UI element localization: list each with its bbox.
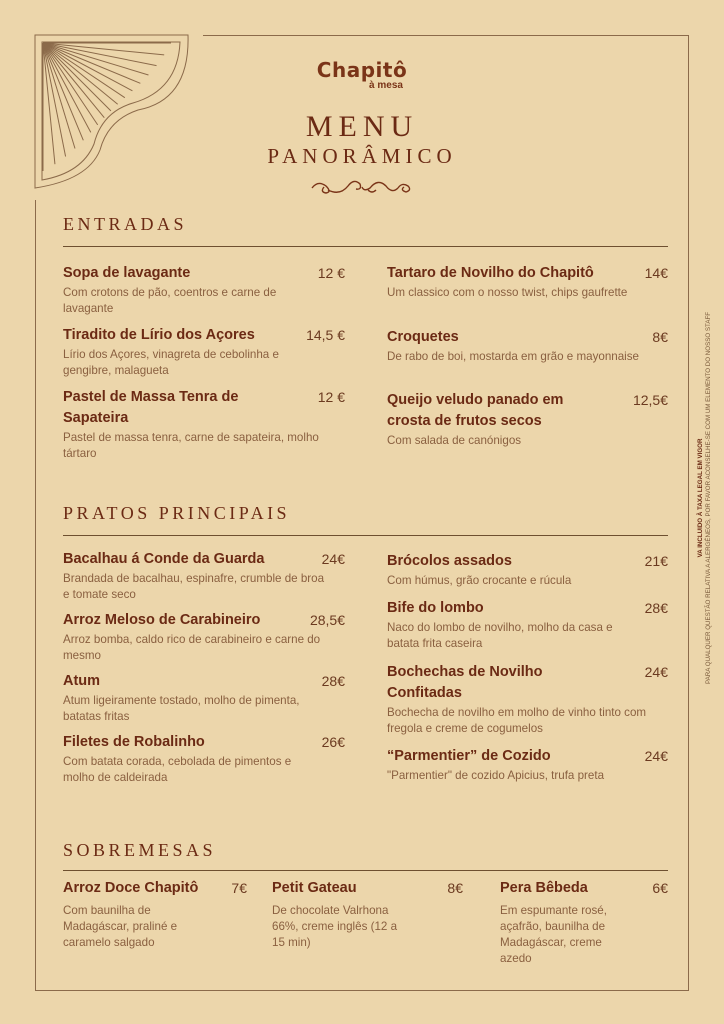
menu-item xyxy=(63,387,345,462)
item-name: Tiradito de Lírio dos Açores xyxy=(63,327,255,343)
item-name: Pastel de Massa Tenra de Sapateira xyxy=(63,389,239,426)
menu-item xyxy=(63,325,345,379)
item-price: 21€ xyxy=(644,553,668,569)
item-price: 14,5 € xyxy=(306,327,345,343)
menu-item xyxy=(387,263,668,301)
item-name: Croquetes xyxy=(387,329,459,345)
item-name: Queijo veludo panado em crosta de frutos secos xyxy=(387,392,564,429)
item-description: Brandada de bacalhau, espinafre, crumble de broa e tomate seco xyxy=(63,572,325,601)
item-description: Pastel de massa tenra, carne de sapateira, molho tártaro xyxy=(63,431,319,460)
section-divider xyxy=(63,870,668,871)
item-price: 7€ xyxy=(231,880,247,896)
item-description: Atum ligeiramente tostado, molho de pimenta, batatas fritas xyxy=(63,694,300,723)
item-price: 8€ xyxy=(652,329,668,345)
item-description: Lírio dos Açores, vinagreta de cebolinha e gengibre, malagueta xyxy=(63,348,279,377)
item-price: 24€ xyxy=(644,748,668,764)
tax-notice: VA INCLUIDO À TAXA LEGAL EM VIGOR xyxy=(697,438,704,558)
item-name: Pera Bêbeda xyxy=(500,880,588,896)
frame-bottom xyxy=(35,990,689,991)
frame-top xyxy=(203,35,689,36)
item-price: 24€ xyxy=(644,664,668,680)
item-name: Sopa de lavagante xyxy=(63,265,191,281)
item-description: Com húmus, grão crocante e rúcula xyxy=(387,574,572,587)
item-price: 12,5€ xyxy=(632,392,668,408)
item-name: Bacalhau á Conde da Guarda xyxy=(63,551,265,567)
section-heading: ENTRADAS xyxy=(63,214,188,234)
item-description: De chocolate Valrhona 66%, creme inglês (12 a 15 min) xyxy=(272,904,398,949)
item-price: 28€ xyxy=(644,600,668,616)
menu-item xyxy=(63,732,345,786)
item-name: Arroz Meloso de Carabineiro xyxy=(63,612,261,628)
section-divider xyxy=(63,535,668,536)
allergen-notice: PARA QUALQUER QUESTÃO RELATIVA A ALERGÉNEOS, POR FAVOR ACONSELHE-SE COM UM ELEMENTO DO NOSSO STAFF xyxy=(705,311,712,685)
brand-logo: Chapitô xyxy=(316,58,408,82)
item-description: Arroz bomba, caldo rico de carabineiro e carne do mesmo xyxy=(63,633,321,662)
menu-item xyxy=(500,878,668,967)
menu-item xyxy=(63,671,345,725)
item-description: Com batata corada, cebolada de pimentos e molho de caldeirada xyxy=(63,755,292,784)
item-name: Bife do lombo xyxy=(387,600,484,616)
frame-left xyxy=(35,200,36,991)
item-price: 14€ xyxy=(644,265,668,281)
item-description: Com salada de canónigos xyxy=(387,434,522,447)
menu-item xyxy=(63,610,345,664)
item-name: Atum xyxy=(63,673,101,689)
menu-item xyxy=(63,878,247,951)
swirl-ornament-icon xyxy=(308,176,416,198)
menu-item xyxy=(387,598,668,652)
item-name: Arroz Doce Chapitô xyxy=(63,880,199,896)
item-description: Com crotons de pão, coentros e carne de lavagante xyxy=(63,286,277,315)
menu-item xyxy=(63,549,345,603)
menu-item xyxy=(387,662,668,737)
item-price: 26€ xyxy=(321,734,345,750)
page-title: MENU xyxy=(305,110,419,143)
item-description: Em espumante rosé, açafrão, baunilha de Madagáscar, creme azedo xyxy=(500,904,607,965)
item-description: Com baunilha de Madagáscar, praliné e caramelo salgado xyxy=(63,904,178,949)
item-name: “Parmentier” de Cozido xyxy=(387,748,551,764)
menu-item xyxy=(387,327,668,365)
item-price: 12 € xyxy=(317,265,345,281)
menu-item xyxy=(63,263,345,317)
item-description: Bochecha de novilho em molho de vinho tinto com fregola e creme de cogumelos xyxy=(387,706,647,735)
section-heading: SOBREMESAS xyxy=(63,840,217,860)
section-heading: PRATOS PRINCIPAIS xyxy=(63,503,291,523)
item-description: "Parmentier" de cozido Apicius, trufa preta xyxy=(387,769,605,782)
menu-item xyxy=(387,746,668,784)
frame-right xyxy=(688,35,689,991)
item-price: 8€ xyxy=(447,880,463,896)
item-price: 6€ xyxy=(652,880,668,896)
item-price: 28€ xyxy=(321,673,345,689)
menu-item xyxy=(387,551,668,589)
item-name: Tartaro de Novilho do Chapitô xyxy=(387,265,594,281)
menu-item xyxy=(272,878,463,951)
item-price: 28,5€ xyxy=(309,612,345,628)
menu-item xyxy=(387,390,668,449)
item-price: 24€ xyxy=(321,551,345,567)
item-description: Um classico com o nosso twist, chips gaufrette xyxy=(387,286,628,299)
item-name: Filetes de Robalinho xyxy=(63,734,205,750)
notice-vertical xyxy=(697,312,713,684)
item-name: Brócolos assados xyxy=(387,553,512,569)
item-description: De rabo de boi, mostarda em grão e mayonnaise xyxy=(387,350,639,363)
item-description: Naco do lombo de novilho, molho da casa e batata frita caseira xyxy=(387,621,613,650)
page-subtitle: PANORÂMICO xyxy=(267,144,457,168)
section-divider xyxy=(63,246,668,247)
item-price: 12 € xyxy=(317,389,345,405)
item-name: Petit Gateau xyxy=(272,880,357,896)
brand-subtitle: à mesa xyxy=(369,80,403,91)
item-name: Bochechas de Novilho Confitadas xyxy=(387,664,543,701)
